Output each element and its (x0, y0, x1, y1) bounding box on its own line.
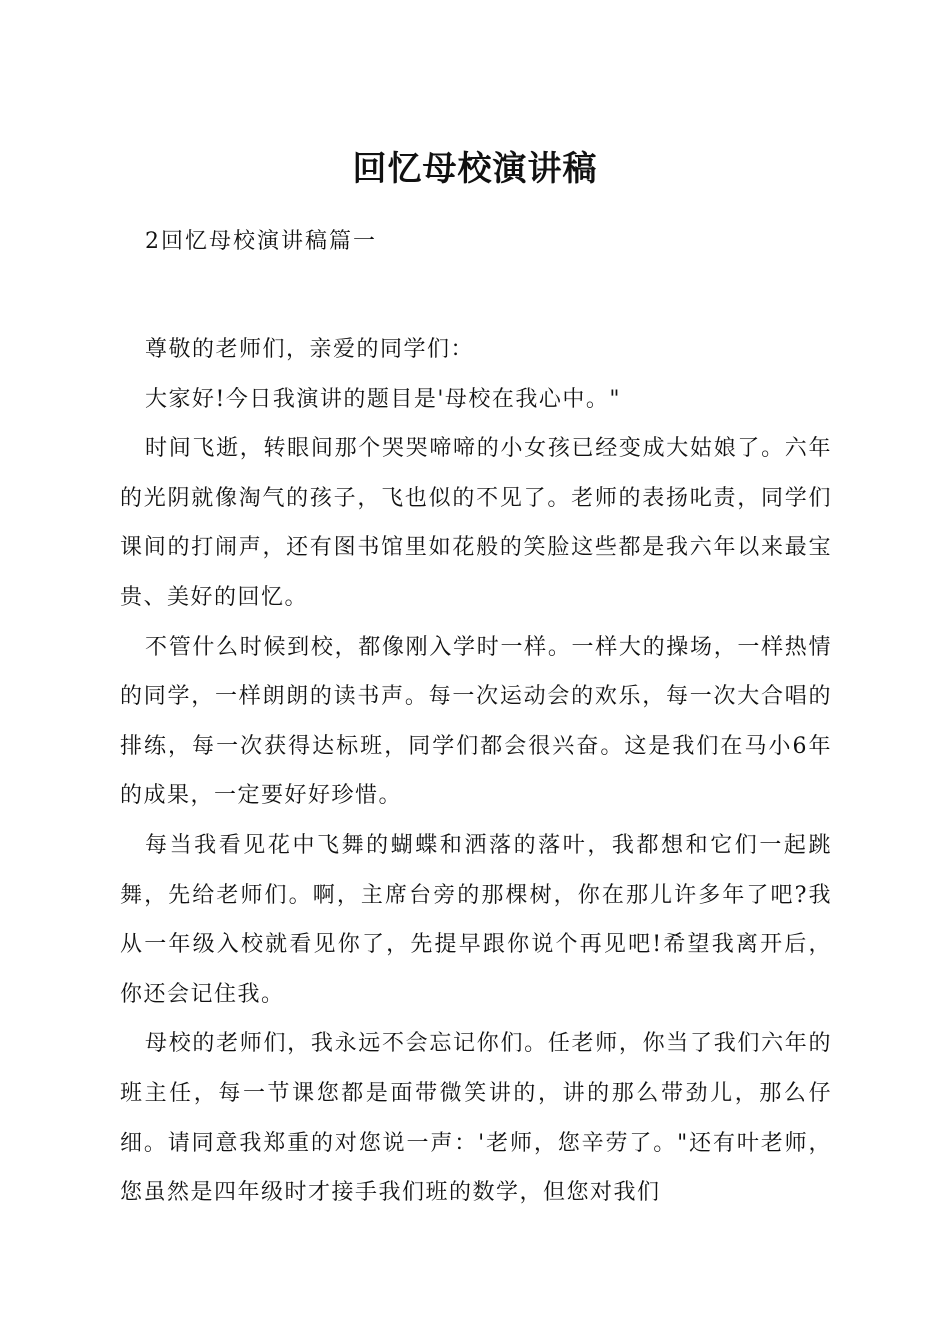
body-paragraph: 不管什么时候到校，都像刚入学时一样。一样大的操场，一样热情的同学，一样朗朗的读书声。每一次运动会的欢乐，每一次大合唱的排练，每一次获得达标班，同学们都会很兴奋。这是我们在马小6年的成果，一定要好好珍惜。 (120, 634, 832, 809)
document-body (120, 325, 832, 1218)
body-paragraph: 每当我看见花中飞舞的蝴蝶和洒落的落叶，我都想和它们一起跳舞，先给老师们。啊，主席台旁的那棵树，你在那儿许多年了吧?我从一年级入校就看见你了，先提早跟你说个再见吧!希望我离开后，你还会记住我。 (120, 832, 832, 1007)
greeting-paragraph: 大家好!今日我演讲的题目是'母校在我心中。" (145, 386, 622, 412)
body-paragraph: 母校的老师们，我永远不会忘记你们。任老师，你当了我们六年的班主任，每一节课您都是面带微笑讲的，讲的那么带劲儿，那么仔细。请同意我郑重的对您说一声：'老师，您辛劳了。"还有叶老师，您虽然是四年级时才接手我们班的数学，但您对我们 (120, 1031, 832, 1206)
body-paragraph: 时间飞逝，转眼间那个哭哭啼啼的小女孩已经变成大姑娘了。六年的光阴就像淘气的孩子，飞也似的不见了。老师的表扬叱责，同学们课间的打闹声，还有图书馆里如花般的笑脸这些都是我六年以来最宝贵、美好的回忆。 (120, 436, 832, 610)
salutation-paragraph: 尊敬的老师们，亲爱的同学们： (145, 337, 475, 362)
document-title: 回忆母校演讲稿 (352, 149, 598, 189)
document-subtitle: 2回忆母校演讲稿篇一 (145, 229, 377, 254)
